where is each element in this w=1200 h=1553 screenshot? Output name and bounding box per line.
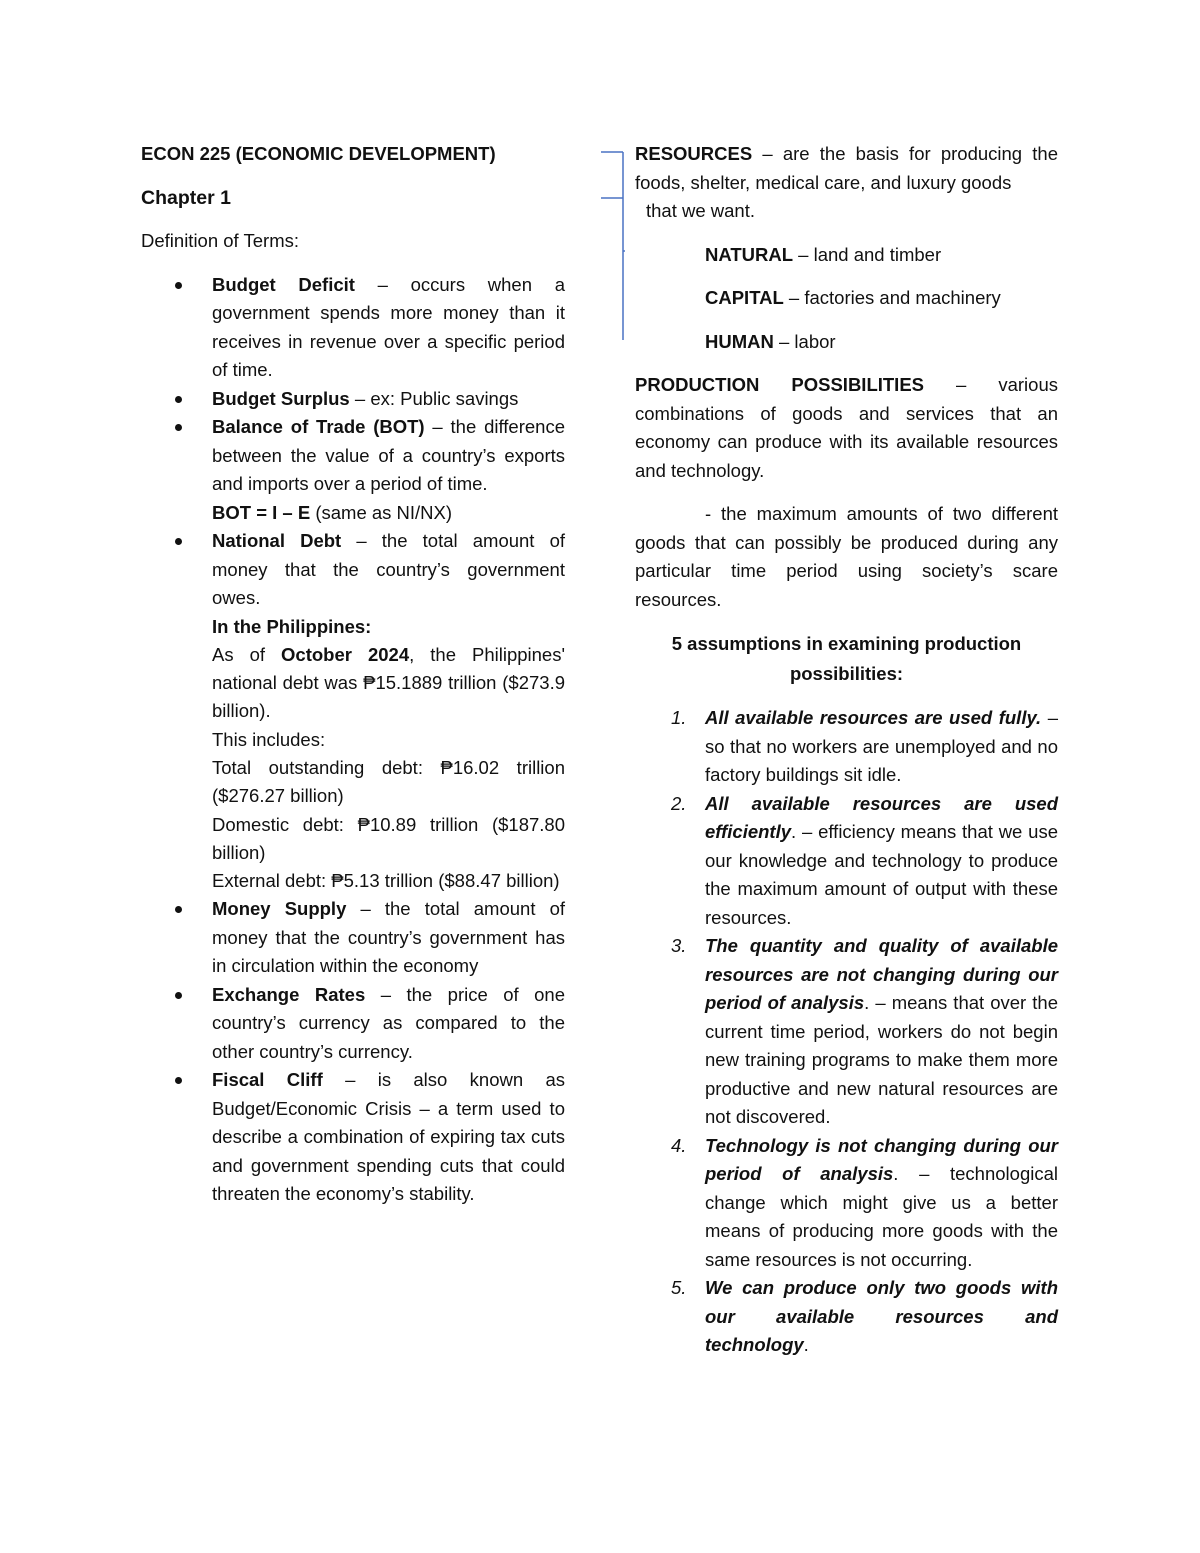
term-money-supply xyxy=(141,895,565,981)
formula-rest: (same as NI/NX) xyxy=(310,501,453,523)
as-of-date: October 2024 xyxy=(281,643,410,665)
philippines-domestic-debt: Domestic debt: ₱10.89 trillion ($187.80 billion) xyxy=(212,813,565,863)
term-balance-of-trade xyxy=(141,413,565,499)
right-column xyxy=(635,140,1058,1360)
assumption-number: 5. xyxy=(671,1277,687,1298)
bullet-icon xyxy=(175,992,182,999)
assumptions-heading-line1: 5 assumptions in examining production xyxy=(671,633,1022,654)
resource-name: HUMAN xyxy=(705,330,774,352)
resource-human xyxy=(635,328,1058,357)
assumptions-heading xyxy=(635,629,1058,689)
as-of-pre: As of xyxy=(212,643,282,665)
philippines-heading-text: In the Philippines: xyxy=(212,615,372,637)
resources-block xyxy=(635,140,1058,356)
formula-bold: BOT = I – E xyxy=(212,501,311,523)
assumptions-list xyxy=(635,704,1058,1360)
assumption-title: Technology is not changing during our period of analysis xyxy=(705,1134,1058,1184)
assumption-item xyxy=(635,1274,1058,1360)
term-fiscal-cliff xyxy=(141,1066,565,1209)
assumption-item xyxy=(635,932,1058,1132)
philippines-total-debt: Total outstanding debt: ₱16.02 trillion ($276.27 billion) xyxy=(212,756,565,807)
production-definition xyxy=(635,371,1058,485)
resources-definition-text: – are the basis for producing the foods, shelter, medical care, and luxury goods xyxy=(635,143,1058,193)
term-budget-surplus xyxy=(141,385,565,414)
bullet-icon xyxy=(175,424,182,431)
term-sep: – xyxy=(341,530,382,551)
term-name: Budget Deficit xyxy=(212,273,355,295)
assumption-number: 1. xyxy=(671,707,687,728)
term-sep: – xyxy=(349,387,371,409)
assumption-title: All available resources are used efficiently xyxy=(705,792,1058,842)
philippines-heading xyxy=(212,613,565,641)
resource-name: NATURAL xyxy=(705,243,794,265)
assumption-item xyxy=(635,704,1058,790)
assumption-text: . xyxy=(803,1334,809,1355)
assumption-item xyxy=(635,1132,1058,1275)
philippines-includes: This includes: xyxy=(212,728,326,750)
assumption-title: We can produce only two goods with our available resources and technology xyxy=(705,1277,1058,1355)
assumption-text: . – efficiency means that we use our knowledge and technology to produce the maximum amount of output with these resources. xyxy=(705,821,1058,928)
terms-list xyxy=(141,271,565,1209)
term-name: National Debt xyxy=(212,530,342,551)
term-definition: ex: Public savings xyxy=(370,387,519,409)
term-sep: – xyxy=(346,898,385,920)
bot-formula xyxy=(141,499,565,528)
resource-desc: – land and timber xyxy=(793,243,942,265)
resources-term: RESOURCES xyxy=(635,143,753,164)
term-sep: – xyxy=(354,273,411,295)
assumption-number: 3. xyxy=(671,935,687,956)
assumption-number: 2. xyxy=(671,792,687,814)
definition-heading: Definition of Terms: xyxy=(141,230,299,251)
production-dash-note: - the maximum amounts of two different goods that can possibly be produced during any particular time period using society’s scare resources. xyxy=(635,503,1058,610)
term-sep: – xyxy=(424,416,451,437)
assumption-number: 4. xyxy=(671,1134,687,1156)
bullet-icon xyxy=(175,1077,182,1084)
term-name: Budget Surplus xyxy=(212,387,350,409)
resource-desc: – factories and machinery xyxy=(783,287,1001,308)
assumption-item xyxy=(635,790,1058,933)
chapter-heading: Chapter 1 xyxy=(141,186,231,209)
as-of-post: , the Philippines' national debt was ₱15.1889 trillion ($273.9 billion). xyxy=(212,643,565,722)
resource-capital xyxy=(635,284,1058,313)
term-definition: the total amount of money that the country’s government has in circulation within the economy xyxy=(212,898,565,977)
term-budget-deficit xyxy=(141,271,565,385)
production-term: PRODUCTION POSSIBILITIES xyxy=(635,374,924,395)
bullet-icon xyxy=(175,282,182,289)
assumption-text: . – means that over the current time period, workers do not begin new training programs to make them more productive and new natural resources are not discovered. xyxy=(705,992,1059,1127)
assumption-title: The quantity and quality of available resources are not changing during our period of analysis xyxy=(705,935,1058,1013)
term-definition: the total amount of money that the country’s government owes. xyxy=(212,530,566,608)
term-name: Balance of Trade (BOT) xyxy=(212,416,425,437)
philippines-external-debt: External debt: ₱5.13 trillion ($88.47 billion) xyxy=(212,870,560,892)
philippines-block xyxy=(141,613,565,896)
resources-definition xyxy=(635,140,1058,197)
philippines-as-of xyxy=(212,641,565,726)
term-exchange-rates xyxy=(141,981,565,1067)
assumption-title: All available resources are used fully. xyxy=(705,707,1042,728)
assumption-text: – so that no workers are unemployed and no factory buildings sit idle. xyxy=(705,707,1058,785)
bullet-icon xyxy=(175,396,182,403)
resources-definition-tail: that we want. xyxy=(646,200,756,221)
term-definition: is also known as Budget/Economic Crisis – a term used to describe a combination of expiring tax cuts and government spending cuts that could threaten the economy’s stability. xyxy=(212,1069,565,1205)
resource-name: CAPITAL xyxy=(705,287,784,308)
production-definition-text: – various combinations of goods and services that an economy can produce with its available resources and technology. xyxy=(635,374,1058,481)
term-name: Money Supply xyxy=(212,898,347,920)
course-title: ECON 225 (ECONOMIC DEVELOPMENT) xyxy=(141,143,496,164)
term-name: Exchange Rates xyxy=(212,983,366,1005)
assumptions-heading-line2: possibilities: xyxy=(789,663,904,684)
resource-desc: – labor xyxy=(773,330,836,352)
assumption-text: . – technological change which might give us a better means of producing more goods with the same resources is not occurring. xyxy=(705,1163,1058,1270)
bracket-connector-icon xyxy=(601,150,625,340)
term-sep: – xyxy=(365,983,407,1005)
term-national-debt xyxy=(141,527,565,613)
bullet-icon xyxy=(175,906,182,913)
bullet-icon xyxy=(175,538,182,545)
term-definition: the difference between the value of a country’s exports and imports over a period of time. xyxy=(212,416,565,494)
term-definition: occurs when a government spends more money than it receives in revenue over a specific period of time. xyxy=(212,273,565,380)
term-name: Fiscal Cliff xyxy=(212,1069,323,1091)
left-column xyxy=(141,140,565,1209)
resource-natural xyxy=(635,241,1058,270)
term-sep: – xyxy=(322,1069,378,1091)
term-definition: the price of one country’s currency as compared to the other country’s currency. xyxy=(212,983,565,1062)
